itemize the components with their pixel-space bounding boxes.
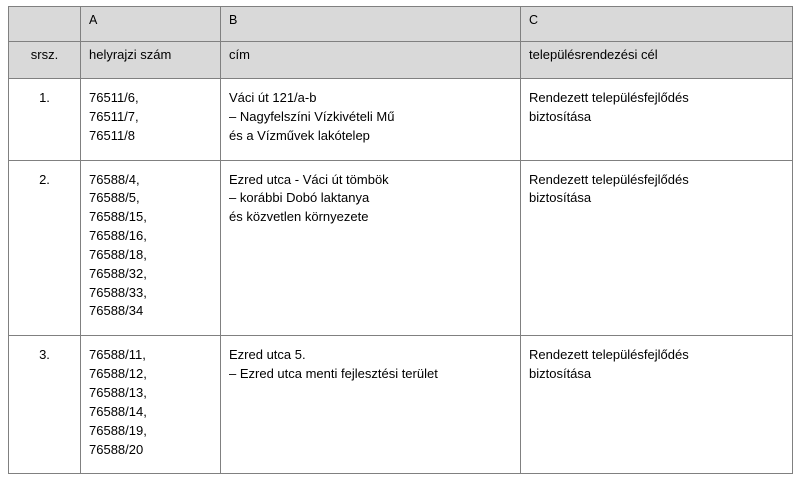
row-index: 3. xyxy=(9,336,81,474)
parcel-item: 76588/32, xyxy=(89,265,147,281)
goal-line: Rendezett településfejlődés xyxy=(529,347,689,363)
row-address xyxy=(221,79,521,161)
parcel-item: 76511/6, xyxy=(89,90,139,105)
parcel-item: 76588/5, xyxy=(89,190,140,206)
parcel-item: 76588/4, xyxy=(89,171,140,187)
address-line: – korábbi Dobó laktanya xyxy=(229,190,370,206)
row-goal xyxy=(521,160,793,336)
address-line: Váci út 121/a-b xyxy=(229,90,317,105)
table-row xyxy=(9,160,793,336)
address-line: és a Vízművek lakótelep xyxy=(229,127,370,143)
address-line: – Nagyfelszíni Vízkivételi Mű xyxy=(229,108,395,124)
column-header-corner[interactable] xyxy=(9,7,81,42)
header-address: cím xyxy=(221,42,521,79)
row-index: 1. xyxy=(9,79,81,161)
parcel-item: 76588/14, xyxy=(89,403,147,419)
parcel-item: 76588/13, xyxy=(89,384,147,400)
goal-line: Rendezett településfejlődés xyxy=(529,90,689,105)
data-table xyxy=(8,6,793,474)
goal-line: biztosítása xyxy=(529,108,592,124)
header-planning-goal: településrendezési cél xyxy=(521,42,793,79)
goal-line: biztosítása xyxy=(529,190,592,206)
parcel-item: 76588/18, xyxy=(89,246,147,262)
row-parcels xyxy=(81,79,221,161)
row-address xyxy=(221,160,521,336)
row-address xyxy=(221,336,521,474)
parcel-item: 76588/12, xyxy=(89,366,147,382)
header-parcel-number: helyrajzi szám xyxy=(81,42,221,79)
address-line: Ezred utca 5. xyxy=(229,347,306,363)
column-header-b[interactable]: B xyxy=(221,7,521,42)
address-line: és közvetlen környezete xyxy=(229,209,369,225)
parcel-item: 76588/11, xyxy=(89,347,146,363)
header-index: srsz. xyxy=(9,42,81,79)
row-parcels xyxy=(81,336,221,474)
parcel-item: 76588/34 xyxy=(89,303,144,319)
table-row xyxy=(9,336,793,474)
parcel-item: 76511/7, xyxy=(89,108,139,124)
goal-line: biztosítása xyxy=(529,366,592,382)
row-goal xyxy=(521,336,793,474)
parcel-item: 76511/8 xyxy=(89,127,136,143)
table-row xyxy=(9,79,793,161)
goal-line: Rendezett településfejlődés xyxy=(529,171,689,187)
parcel-item: 76588/16, xyxy=(89,228,147,244)
parcel-item: 76588/20 xyxy=(89,441,144,457)
table-header-row xyxy=(9,42,793,79)
parcel-item: 76588/19, xyxy=(89,422,147,438)
column-header-c[interactable]: C xyxy=(521,7,793,42)
column-header-a[interactable]: A xyxy=(81,7,221,42)
row-parcels xyxy=(81,160,221,336)
address-line: – Ezred utca menti fejlesztési terület xyxy=(229,366,438,382)
parcel-item: 76588/33, xyxy=(89,284,147,300)
address-line: Ezred utca - Váci út tömbök xyxy=(229,171,389,187)
row-goal xyxy=(521,79,793,161)
parcel-item: 76588/15, xyxy=(89,209,147,225)
spreadsheet-sheet xyxy=(8,6,792,474)
row-index: 2. xyxy=(9,160,81,336)
column-letter-row xyxy=(9,7,793,42)
